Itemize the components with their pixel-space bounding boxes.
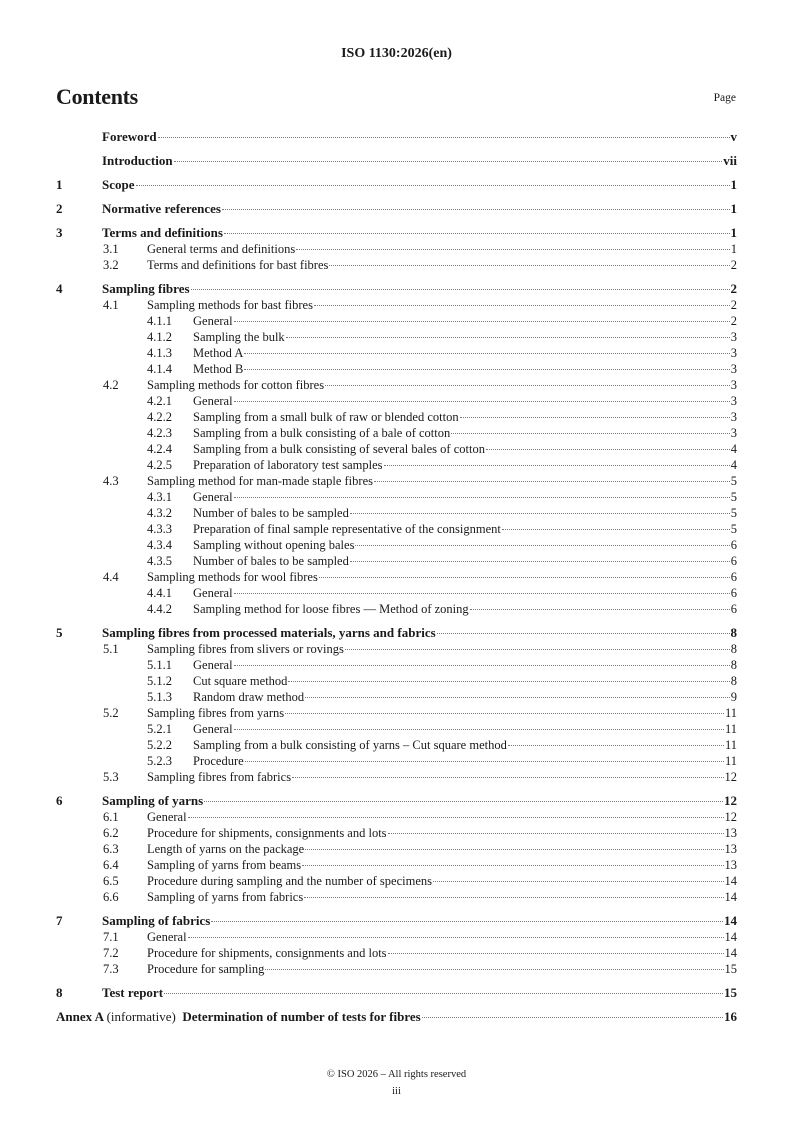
toc-page-number: 2 [730, 298, 737, 312]
annex-qualifier: (informative) [106, 1009, 176, 1024]
toc-entry[interactable] [56, 457, 737, 473]
toc-page-number: 13 [724, 842, 737, 856]
toc-title: Introduction [102, 153, 173, 168]
toc-entry[interactable] [56, 329, 737, 345]
toc-entry[interactable] [56, 641, 737, 657]
dot-leader [437, 633, 730, 634]
dot-leader [234, 497, 730, 498]
toc-title: Sampling of yarns [102, 793, 204, 808]
toc-entry[interactable] [56, 961, 737, 977]
toc-title: Sampling without opening bales [193, 538, 355, 552]
dot-leader [433, 881, 724, 882]
toc-section-number: 6.5 [103, 874, 119, 888]
toc-title: Procedure for sampling [147, 962, 265, 976]
dot-leader [224, 233, 730, 234]
toc-page-number: 3 [730, 410, 737, 424]
toc-title: Sampling from a small bulk of raw or blended cotton [193, 410, 459, 424]
toc-title: Length of yarns on the package [147, 842, 305, 856]
dot-leader [345, 649, 730, 650]
dot-leader [314, 305, 730, 306]
dot-leader [508, 745, 724, 746]
toc-section-number: 4.1.1 [147, 314, 172, 328]
toc-section-number: 7.2 [103, 946, 119, 960]
dot-leader [244, 353, 729, 354]
dot-leader [350, 513, 730, 514]
toc-page-number: v [730, 129, 737, 144]
copyright-notice: © ISO 2026 – All rights reserved [326, 1069, 467, 1080]
toc-title: General terms and definitions [147, 242, 296, 256]
dot-leader [285, 713, 724, 714]
toc-title: Procedure for shipments, consignments and lots [147, 826, 387, 840]
toc-page-number: 5 [730, 522, 737, 536]
toc-title: Number of bales to be sampled [193, 554, 349, 568]
toc-title: General [193, 314, 233, 328]
toc-page-number: 9 [730, 690, 737, 704]
toc-entry[interactable] [56, 945, 737, 961]
toc-page-number: 6 [730, 570, 737, 584]
toc-page-number: 12 [724, 810, 737, 824]
annex-title: Determination of number of tests for fibres [182, 1009, 421, 1024]
dot-leader [319, 577, 730, 578]
toc-page-number: 12 [724, 793, 737, 808]
toc-entry[interactable] [56, 985, 737, 1001]
toc-section-number: 4.1 [103, 298, 119, 312]
toc-title: Sampling fibres from slivers or rovings [147, 642, 344, 656]
toc-title: Sampling from a bulk consisting of several bales of cotton [193, 442, 485, 456]
toc-page-number: 11 [724, 706, 737, 720]
toc-section-number: 5.2.2 [147, 738, 172, 752]
dot-leader [245, 761, 724, 762]
toc-page-number: 2 [730, 258, 737, 272]
toc-section-number: 4.3.2 [147, 506, 172, 520]
toc-section-number: 4.3.1 [147, 490, 172, 504]
toc-title: Scope [102, 177, 135, 192]
dot-leader [502, 529, 730, 530]
toc-page-number: 5 [730, 474, 737, 488]
toc-title: Sampling the bulk [193, 330, 285, 344]
toc-section-number: 4.1.2 [147, 330, 172, 344]
toc-title: Sampling of yarns from fabrics [147, 890, 304, 904]
toc-section-number: 5 [56, 625, 63, 640]
dot-leader [244, 369, 729, 370]
toc-entry[interactable] [56, 673, 737, 689]
toc-section-number: 5.1.2 [147, 674, 172, 688]
toc-entry[interactable] [56, 657, 737, 673]
toc-entry[interactable] [56, 441, 737, 457]
toc-page-number: 16 [724, 1009, 737, 1024]
toc-section-number: 4.2.4 [147, 442, 172, 456]
toc-page-number: 1 [730, 177, 737, 192]
dot-leader [470, 609, 730, 610]
toc-title: General [193, 586, 233, 600]
toc-page-number: vii [723, 153, 737, 168]
toc-section-number: 7.1 [103, 930, 119, 944]
toc-title: Preparation of laboratory test samples [193, 458, 383, 472]
dot-leader [329, 265, 729, 266]
toc-section-number: 4.2.1 [147, 394, 172, 408]
dot-leader [222, 209, 730, 210]
dot-leader [234, 665, 730, 666]
toc-page-number: 3 [730, 346, 737, 360]
toc-section-number: 4.4 [103, 570, 119, 584]
toc-section-number: 7.3 [103, 962, 119, 976]
toc-title: General [193, 658, 233, 672]
toc-section-number: 6.6 [103, 890, 119, 904]
toc-title: Cut square method [193, 674, 288, 688]
toc-title: General [147, 930, 187, 944]
toc-page-number: 5 [730, 490, 737, 504]
toc-title: Preparation of final sample representative of the consignment [193, 522, 501, 536]
toc-page-number: 4 [730, 442, 737, 456]
toc-entry[interactable] [56, 409, 737, 425]
toc-title: General [193, 722, 233, 736]
toc-entry[interactable] [56, 601, 737, 617]
dot-leader [305, 697, 730, 698]
toc-entry[interactable] [56, 297, 737, 313]
toc-page-number: 15 [724, 985, 737, 1000]
toc-section-number: 7 [56, 913, 63, 928]
toc-entry[interactable] [56, 553, 737, 569]
dot-leader [350, 561, 730, 562]
page-footer [0, 1066, 793, 1100]
toc-title: Procedure during sampling and the number of specimens [147, 874, 432, 888]
toc-entry[interactable] [56, 473, 737, 489]
toc-page-number: 6 [730, 538, 737, 552]
toc-page-number: 6 [730, 602, 737, 616]
toc-entry[interactable] [56, 177, 737, 193]
toc-title: Sampling methods for wool fibres [147, 570, 318, 584]
toc-title: Sampling methods for cotton fibres [147, 378, 325, 392]
toc-entry[interactable] [56, 793, 737, 809]
toc-entry[interactable] [56, 889, 737, 905]
toc-section-number: 4.1.3 [147, 346, 172, 360]
toc-section-number: 5.1 [103, 642, 119, 656]
toc-title: Method A [193, 346, 244, 360]
toc-section-number: 4.4.1 [147, 586, 172, 600]
dot-leader [188, 937, 724, 938]
toc-page-number: 14 [724, 913, 737, 928]
toc-title: Sampling methods for bast fibres [147, 298, 313, 312]
document-header: ISO 1130:2026(en) [341, 46, 452, 61]
toc-section-number: 2 [56, 201, 63, 216]
toc-entry[interactable] [56, 625, 737, 641]
toc-entry[interactable] [56, 201, 737, 217]
toc-entry[interactable] [56, 361, 737, 377]
toc-section-number: 3.2 [103, 258, 119, 272]
dot-leader [136, 185, 730, 186]
toc-section-number: 5.3 [103, 770, 119, 784]
toc-entry[interactable] [56, 705, 737, 721]
toc-title: Sampling from a bulk consisting of a bale of cotton [193, 426, 451, 440]
toc-entry[interactable] [56, 281, 737, 297]
toc-section-number: 5.1.1 [147, 658, 172, 672]
toc-title: Sampling fibres [102, 281, 190, 296]
toc-section-number: 3.1 [103, 242, 119, 256]
toc-page-number: 8 [730, 658, 737, 672]
toc-entry[interactable] [56, 425, 737, 441]
toc-title: Foreword [102, 129, 157, 144]
toc-entry[interactable] [56, 153, 737, 169]
toc-entry[interactable] [56, 753, 737, 769]
toc-section-number: 4.2.3 [147, 426, 172, 440]
toc-title: Procedure for shipments, consignments and lots [147, 946, 387, 960]
toc-page-number: 8 [730, 642, 737, 656]
toc-title: Random draw method [193, 690, 305, 704]
toc-page-number: 11 [724, 722, 737, 736]
toc-page-number: 12 [724, 770, 737, 784]
toc-page-number: 3 [730, 394, 737, 408]
dot-leader [460, 417, 730, 418]
toc-page-number: 1 [730, 201, 737, 216]
toc-entry[interactable] [56, 257, 737, 273]
toc-section-number: 3 [56, 225, 63, 240]
dot-leader [355, 545, 729, 546]
toc-entry[interactable] [56, 505, 737, 521]
toc-entry[interactable] [56, 393, 737, 409]
toc-page-number: 3 [730, 378, 737, 392]
page-number: iii [392, 1086, 401, 1097]
toc-section-number: 6.4 [103, 858, 119, 872]
toc-entry[interactable] [56, 129, 737, 145]
toc-title: Normative references [102, 201, 221, 216]
toc-page-number: 8 [730, 674, 737, 688]
toc-title: Terms and definitions [102, 225, 223, 240]
toc-title: Sampling method for loose fibres — Method of zoning [193, 602, 469, 616]
dot-leader [158, 137, 730, 138]
toc-entry[interactable] [56, 569, 737, 585]
toc-entry[interactable] [56, 241, 737, 257]
dot-leader [388, 953, 724, 954]
dot-leader [296, 249, 730, 250]
dot-leader [486, 449, 730, 450]
dot-leader [302, 865, 723, 866]
toc-entry[interactable] [56, 737, 737, 753]
toc-section-number: 4.4.2 [147, 602, 172, 616]
toc-entry[interactable] [56, 913, 737, 929]
toc-page-number: 14 [724, 890, 737, 904]
dot-leader [288, 681, 729, 682]
toc-page-number: 13 [724, 826, 737, 840]
table-of-contents [56, 129, 737, 1025]
toc-section-number: 5.2.3 [147, 754, 172, 768]
toc-entry[interactable] [56, 825, 737, 841]
toc-title: Sampling of yarns from beams [147, 858, 302, 872]
toc-entry[interactable] [56, 377, 737, 393]
toc-section-number: 6.1 [103, 810, 119, 824]
toc-page-number: 2 [730, 281, 737, 296]
toc-title: Sampling method for man-made staple fibres [147, 474, 373, 488]
dot-leader [234, 321, 730, 322]
toc-entry-annex-a[interactable] [56, 1009, 737, 1025]
toc-page-number: 14 [724, 946, 737, 960]
toc-entry[interactable] [56, 313, 737, 329]
toc-section-number: 6.3 [103, 842, 119, 856]
toc-section-number: 4.3 [103, 474, 119, 488]
toc-title: General [193, 490, 233, 504]
toc-title: Terms and definitions for bast fibres [147, 258, 329, 272]
dot-leader [384, 465, 730, 466]
toc-entry[interactable] [56, 521, 737, 537]
dot-leader [234, 729, 724, 730]
page-column-label: Page [713, 92, 736, 104]
toc-title: Sampling fibres from fabrics [147, 770, 292, 784]
toc-page-number: 13 [724, 858, 737, 872]
dot-leader [286, 337, 730, 338]
toc-entry[interactable] [56, 345, 737, 361]
toc-page-number: 8 [730, 625, 737, 640]
toc-section-number: 6 [56, 793, 63, 808]
dot-leader [234, 593, 730, 594]
dot-leader [174, 161, 723, 162]
toc-title: Sampling of fabrics [102, 913, 211, 928]
toc-entry[interactable] [56, 841, 737, 857]
dot-leader [292, 777, 723, 778]
toc-section-number: 5.2.1 [147, 722, 172, 736]
toc-entry[interactable] [56, 809, 737, 825]
dot-leader [211, 921, 723, 922]
toc-title: Test report [102, 985, 164, 1000]
toc-page-number: 3 [730, 426, 737, 440]
toc-entry[interactable] [56, 857, 737, 873]
dot-leader [422, 1017, 723, 1018]
toc-page-number: 4 [730, 458, 737, 472]
dot-leader [204, 801, 723, 802]
toc-section-number: 5.1.3 [147, 690, 172, 704]
toc-entry[interactable] [56, 225, 737, 241]
toc-title: Sampling fibres from yarns [147, 706, 285, 720]
toc-page-number: 2 [730, 314, 737, 328]
toc-entry[interactable] [56, 721, 737, 737]
dot-leader [304, 897, 723, 898]
toc-entry[interactable] [56, 769, 737, 785]
dot-leader [374, 481, 730, 482]
toc-title: Procedure [193, 754, 244, 768]
toc-section-number: 4 [56, 281, 63, 296]
toc-page-number: 14 [724, 874, 737, 888]
toc-section-number: 1 [56, 177, 63, 192]
toc-entry[interactable] [56, 873, 737, 889]
toc-page-number: 1 [730, 225, 737, 240]
dot-leader [388, 833, 724, 834]
toc-title: Method B [193, 362, 244, 376]
toc-entry[interactable] [56, 585, 737, 601]
toc-title: General [147, 810, 187, 824]
toc-section-number: 5.2 [103, 706, 119, 720]
dot-leader [265, 969, 723, 970]
dot-leader [234, 401, 730, 402]
toc-title: Sampling from a bulk consisting of yarns – Cut square method [193, 738, 507, 752]
dot-leader [451, 433, 730, 434]
page-title: Contents [56, 84, 138, 109]
annex-label: Annex A [56, 1009, 104, 1024]
toc-title: Number of bales to be sampled [193, 506, 349, 520]
toc-entry[interactable] [56, 689, 737, 705]
toc-page-number: 15 [724, 962, 737, 976]
toc-page-number: 11 [724, 738, 737, 752]
toc-section-number: 4.1.4 [147, 362, 172, 376]
toc-section-number: 4.2.5 [147, 458, 172, 472]
toc-title: General [193, 394, 233, 408]
toc-page-number: 14 [724, 930, 737, 944]
toc-page-number: 6 [730, 554, 737, 568]
toc-section-number: 4.2.2 [147, 410, 172, 424]
toc-section-number: 6.2 [103, 826, 119, 840]
dot-leader [164, 993, 723, 994]
toc-entry[interactable] [56, 489, 737, 505]
toc-section-number: 4.2 [103, 378, 119, 392]
toc-section-number: 8 [56, 985, 63, 1000]
toc-page-number: 3 [730, 362, 737, 376]
toc-page-number: 6 [730, 586, 737, 600]
toc-entry[interactable] [56, 929, 737, 945]
dot-leader [188, 817, 724, 818]
toc-section-number: 4.3.3 [147, 522, 172, 536]
toc-page-number: 3 [730, 330, 737, 344]
dot-leader [325, 385, 730, 386]
toc-page-number: 11 [724, 754, 737, 768]
toc-entry[interactable] [56, 537, 737, 553]
toc-page-number: 1 [730, 242, 737, 256]
toc-page-number: 5 [730, 506, 737, 520]
dot-leader [305, 849, 723, 850]
toc-section-number: 4.3.5 [147, 554, 172, 568]
toc-section-number: 4.3.4 [147, 538, 172, 552]
toc-title: Sampling fibres from processed materials, yarns and fabrics [102, 625, 436, 640]
dot-leader [191, 289, 730, 290]
